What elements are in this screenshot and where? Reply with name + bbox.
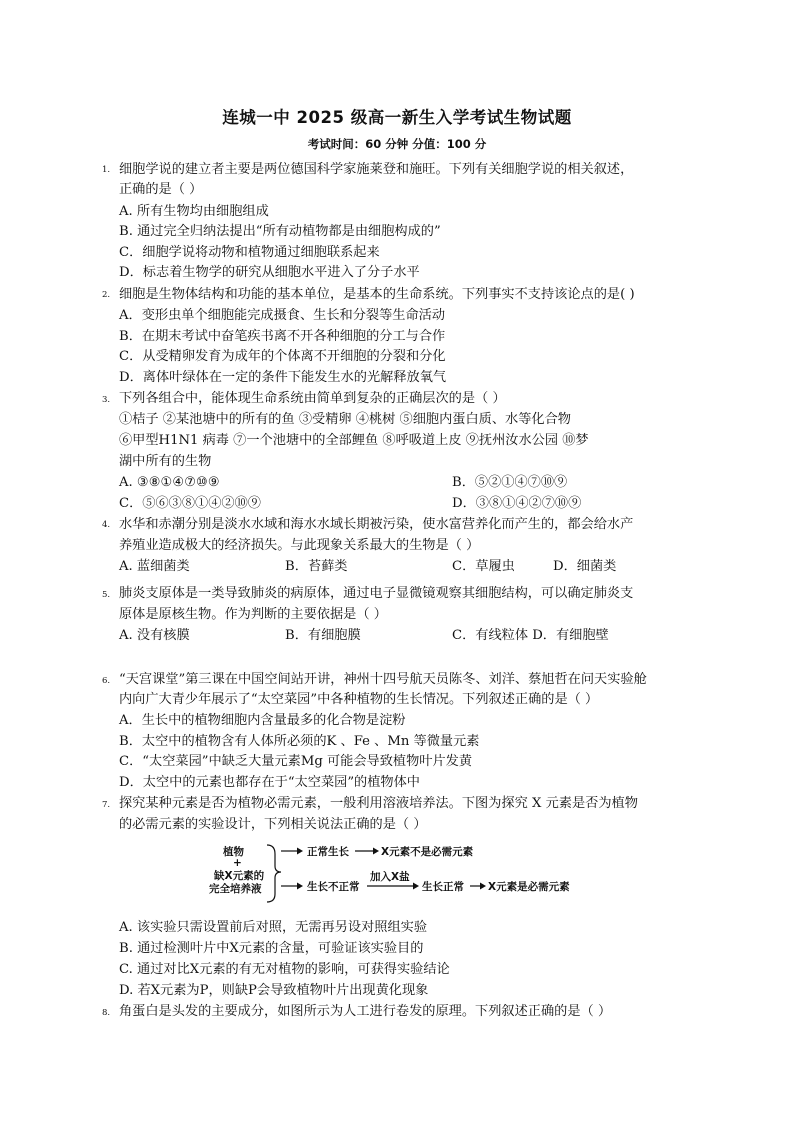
question-number: 1.	[102, 165, 111, 175]
exam-info: 考试时间：60 分钟 分值：100 分	[307, 137, 487, 151]
required-conclusion: X元素是必需元素	[488, 881, 570, 893]
question-number: 8.	[102, 1008, 111, 1018]
option-c: C．细胞学说将动物和植物通过细胞联系起来	[119, 245, 380, 260]
question-stem: 的必需元素的实验设计，下列相关说法正确的是（ ）	[119, 817, 427, 832]
question-stem: ①桔子 ②某池塘中的所有的鱼 ③受精卵 ④桃树 ⑤细胞内蛋白质、水等化合物	[119, 412, 571, 427]
question-stem: 原体是原核生物。作为判断的主要依据是（ ）	[119, 607, 387, 622]
option-b: B．有细胞膜	[285, 628, 361, 643]
question-number: 6.	[102, 676, 111, 686]
question-stem: 角蛋白是头发的主要成分，如图所示为人工进行卷发的原理。下列叙述正确的是（ ）	[119, 1004, 612, 1019]
abnormal-growth-label: 生长不正常	[307, 881, 360, 893]
question-number: 2.	[102, 290, 111, 300]
diagram-plant-label: 植物	[223, 846, 244, 858]
option-a: A. ③⑧①④⑦⑩⑨	[119, 475, 220, 490]
question-number: 3.	[102, 395, 111, 405]
option-b: B．苔藓类	[285, 559, 348, 574]
option-c-d: C．有线粒体 D．有细胞壁	[452, 628, 609, 643]
not-required-conclusion: X元素不是必需元素	[381, 846, 474, 858]
question-stem: 探究某种元素是否为植物必需元素，一般利用溶液培养法。下图为探究 X 元素是否为植物	[119, 796, 638, 811]
option-c: C．“太空菜园”中缺乏大量元素Mg 可能会导致植物叶片发黄	[119, 754, 473, 769]
option-a: A. 没有核膜	[119, 628, 190, 643]
option-a: A．生长中的植物细胞内含量最多的化合物是淀粉	[119, 713, 406, 728]
option-a: A. 该实验只需设置前后对照，无需再另设对照组实验	[119, 920, 428, 935]
option-d: D．太空中的元素也都存在于“太空菜园”的植物体中	[119, 775, 420, 790]
question-stem: 肺炎支原体是一类导致肺炎的病原体，通过电子显微镜观察其细胞结构，可以确定肺炎支	[119, 586, 634, 601]
option-b: B. 通过完全归纳法提出“所有动植物都是由细胞构成的”	[119, 224, 441, 239]
question-stem: 下列各组合中，能体现生命系统由简单到复杂的正确层次的是（ ）	[119, 391, 506, 406]
option-c: C．草履虫	[452, 559, 515, 574]
growth-restored-label: 生长正常	[422, 881, 464, 893]
option-d: D．标志着生物学的研究从细胞水平进入了分子水平	[119, 265, 420, 280]
question-number: 5.	[102, 590, 111, 600]
option-c: C．⑤⑥③⑧①④②⑩⑨	[119, 496, 261, 511]
question-stem: 湖中所有的生物	[119, 454, 212, 469]
add-x-salt-label: 加入X盐	[370, 871, 410, 883]
question-stem: “天宫课堂”第三课在中国空间站开讲，神州十四号航天员陈冬、刘洋、蔡旭哲在问天实验舱	[119, 672, 647, 687]
option-a: A. 所有生物均由细胞组成	[119, 204, 269, 219]
page-title: 连城一中 2025 级高一新生入学考试生物试题	[222, 108, 572, 127]
option-b: B．在期末考试中奋笔疾书离不开各种细胞的分工与合作	[119, 329, 446, 344]
question-number: 7.	[102, 800, 111, 810]
grouping-brace	[267, 845, 281, 902]
top-branch	[281, 845, 474, 858]
question-stem: 细胞学说的建立者主要是两位德国科学家施莱登和施旺。下列有关细胞学说的相关叙述，	[119, 162, 634, 177]
diagram-solution-label: 完全培养液	[209, 883, 262, 895]
option-a: A．变形虫单个细胞能完成摄食、生长和分裂等生命活动	[119, 308, 446, 323]
question-number: 4.	[102, 520, 111, 530]
option-b: B．⑤②①④⑦⑩⑨	[452, 475, 568, 490]
question-stem: 正确的是（ ）	[119, 182, 203, 197]
option-d: D．③⑧①④②⑦⑩⑨	[452, 496, 582, 511]
question-stem: 水华和赤潮分别是淡水水域和海水水域长期被污染，使水富营养化而产生的，都会给水产	[119, 517, 634, 532]
experiment-flow-diagram	[195, 842, 615, 912]
question-stem: ⑥甲型H1N1 病毒 ⑦一个池塘中的全部鲤鱼 ⑧呼吸道上皮 ⑨抚州汝水公园 ⑩梦	[119, 433, 589, 448]
question-stem: 细胞是生物体结构和功能的基本单位，是基本的生命系统。下列事实不支持该论点的是( )	[119, 287, 635, 302]
option-d: D．离体叶绿体在一定的条件下能发生水的光解释放氧气	[119, 370, 447, 385]
question-stem: 内向广大青少年展示了“太空菜园”中各种植物的生长情况。下列叙述正确的是（ ）	[119, 692, 599, 707]
option-b: B. 通过检测叶片中X元素的含量，可验证该实验目的	[119, 941, 424, 956]
diagram-solution-label: 缺X元素的	[214, 870, 265, 882]
option-c: C．从受精卵发育为成年的个体离不开细胞的分裂和分化	[119, 349, 446, 364]
option-a: A. 蓝细菌类	[119, 559, 190, 574]
question-stem: 养殖业造成极大的经济损失。与此现象关系最大的生物是（ ）	[119, 538, 480, 553]
normal-growth-label: 正常生长	[307, 846, 349, 858]
option-b: B．太空中的植物含有人体所必须的K 、Fe 、Mn 等微量元素	[119, 734, 480, 749]
option-d: D．细菌类	[553, 559, 617, 574]
bottom-branch	[281, 870, 570, 893]
diagram-plus-label: +	[233, 857, 242, 869]
option-c: C. 通过对比X元素的有无对植物的影响，可获得实验结论	[119, 962, 450, 977]
option-d: D. 若X元素为P，则缺P会导致植物叶片出现黄化现象	[119, 983, 429, 998]
